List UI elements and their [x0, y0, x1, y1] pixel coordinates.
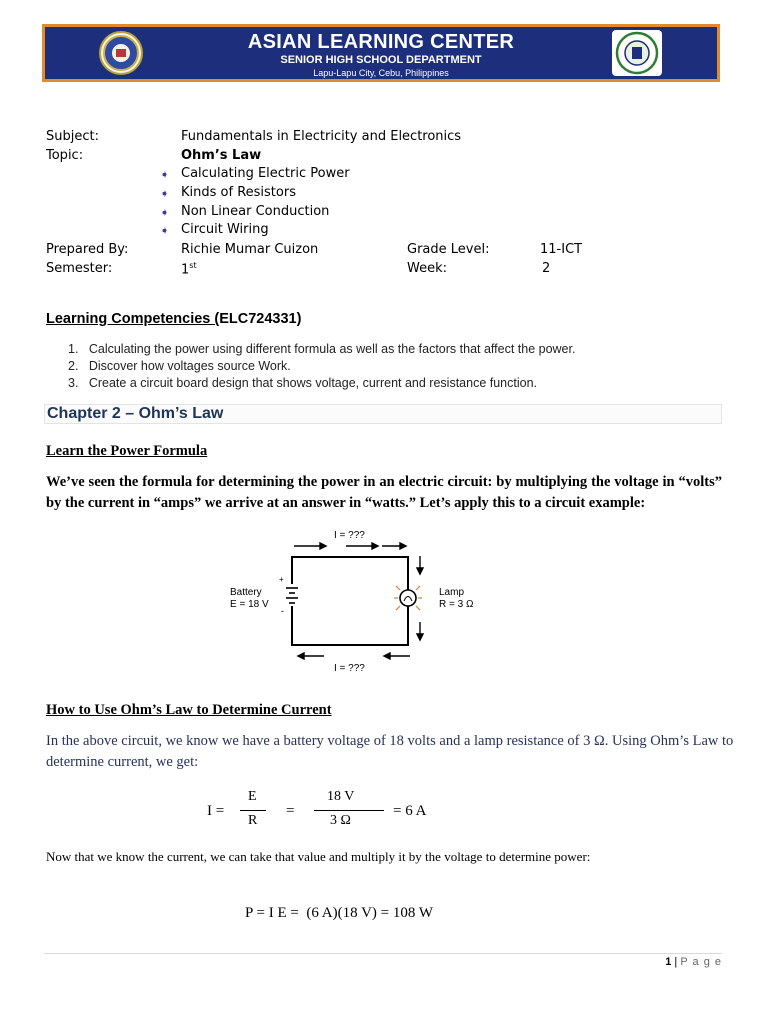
bullet-icon: ➧	[160, 207, 170, 219]
battery-minus: -	[281, 606, 284, 616]
header-banner	[42, 24, 720, 82]
current-heading: How to Use Ohm’s Law to Determine Current	[46, 702, 332, 718]
formula-equals: =	[286, 803, 295, 819]
circuit-diagram	[224, 526, 484, 676]
prepared-label: Prepared By:	[46, 242, 129, 257]
power-calc-paragraph: Now that we know the current, we can take that value and multiply it by the voltage to determine power:	[46, 849, 591, 864]
subject-label: Subject:	[46, 129, 99, 144]
formula-numerator-volts: 18 V	[327, 789, 355, 804]
formula-denominator-ohms: 3 Ω	[330, 813, 351, 828]
subject-value: Fundamentals in Electricity and Electronics	[181, 129, 462, 144]
school-address: Lapu-Lapu City, Cebu, Philippines	[313, 68, 449, 78]
page-footer: 1 | P a g e	[665, 956, 722, 968]
competency-item: 1. Calculating the power using different formula as well as the factors that affect the power.	[68, 342, 576, 356]
footer-divider	[44, 953, 722, 954]
school-logo-icon	[612, 30, 662, 76]
power-heading: Learn the Power Formula	[46, 443, 208, 459]
competencies-title: Learning Competencies (ELC724331)	[46, 311, 302, 327]
department-name: SENIOR HIGH SCHOOL DEPARTMENT	[280, 54, 482, 66]
prepared-value: Richie Mumar Cuizon	[181, 242, 319, 257]
formula-lhs: I =	[207, 803, 225, 819]
competency-item: 2. Discover how voltages source Work.	[68, 359, 291, 373]
current-label-bottom: I = ???	[334, 663, 365, 674]
lamp-value: R = 3 Ω	[439, 599, 474, 610]
battery-label: Battery	[230, 587, 262, 598]
topic-label: Topic:	[46, 148, 84, 163]
battery-plus: +	[279, 575, 284, 584]
battery-value: E = 18 V	[230, 599, 269, 610]
lamp-label: Lamp	[439, 587, 465, 598]
chapter-heading: Chapter 2 – Ohm’s Law	[44, 404, 722, 424]
fraction-bar	[314, 810, 384, 811]
competency-item: 3. Create a circuit board design that shows voltage, current and resistance function.	[68, 376, 538, 390]
topic-item: Kinds of Resistors	[181, 185, 296, 200]
bullet-icon: ➧	[160, 169, 170, 181]
formula-denominator-r: R	[248, 813, 258, 828]
week-label: Week:	[407, 261, 447, 276]
formula-result: = 6 A	[393, 803, 427, 819]
current-label-top: I = ???	[334, 530, 365, 541]
fraction-bar	[240, 810, 266, 811]
school-name: ASIAN LEARNING CENTER	[247, 31, 515, 53]
power-paragraph: We’ve seen the formula for determining the power in an electric circuit: by multiplying the voltage in “volts” by the current in “amps” we arrive at an answer in “watts.” Let’s apply this to a circuit example:	[46, 474, 722, 511]
bullet-icon: ➧	[160, 225, 170, 237]
current-paragraph: In the above circuit, we know we have a battery voltage of 18 volts and a lamp resistance of 3 Ω. Using Ohm’s Law to determine current, we get:	[46, 733, 734, 770]
grade-label: Grade Level:	[407, 242, 490, 257]
semester-value: 1st	[181, 261, 197, 278]
topic-item: Non Linear Conduction	[181, 204, 330, 219]
bullet-icon: ➧	[160, 188, 170, 200]
week-value: 2	[542, 261, 551, 276]
power-formula: P = I E = (6 A)(18 V) = 108 W	[245, 905, 434, 921]
topic-value: Ohm’s Law	[181, 148, 262, 163]
semester-label: Semester:	[46, 261, 113, 276]
topic-item: Calculating Electric Power	[181, 166, 350, 181]
formula-numerator-e: E	[248, 789, 257, 804]
grade-value: 11-ICT	[540, 242, 583, 257]
topic-item: Circuit Wiring	[181, 222, 269, 237]
